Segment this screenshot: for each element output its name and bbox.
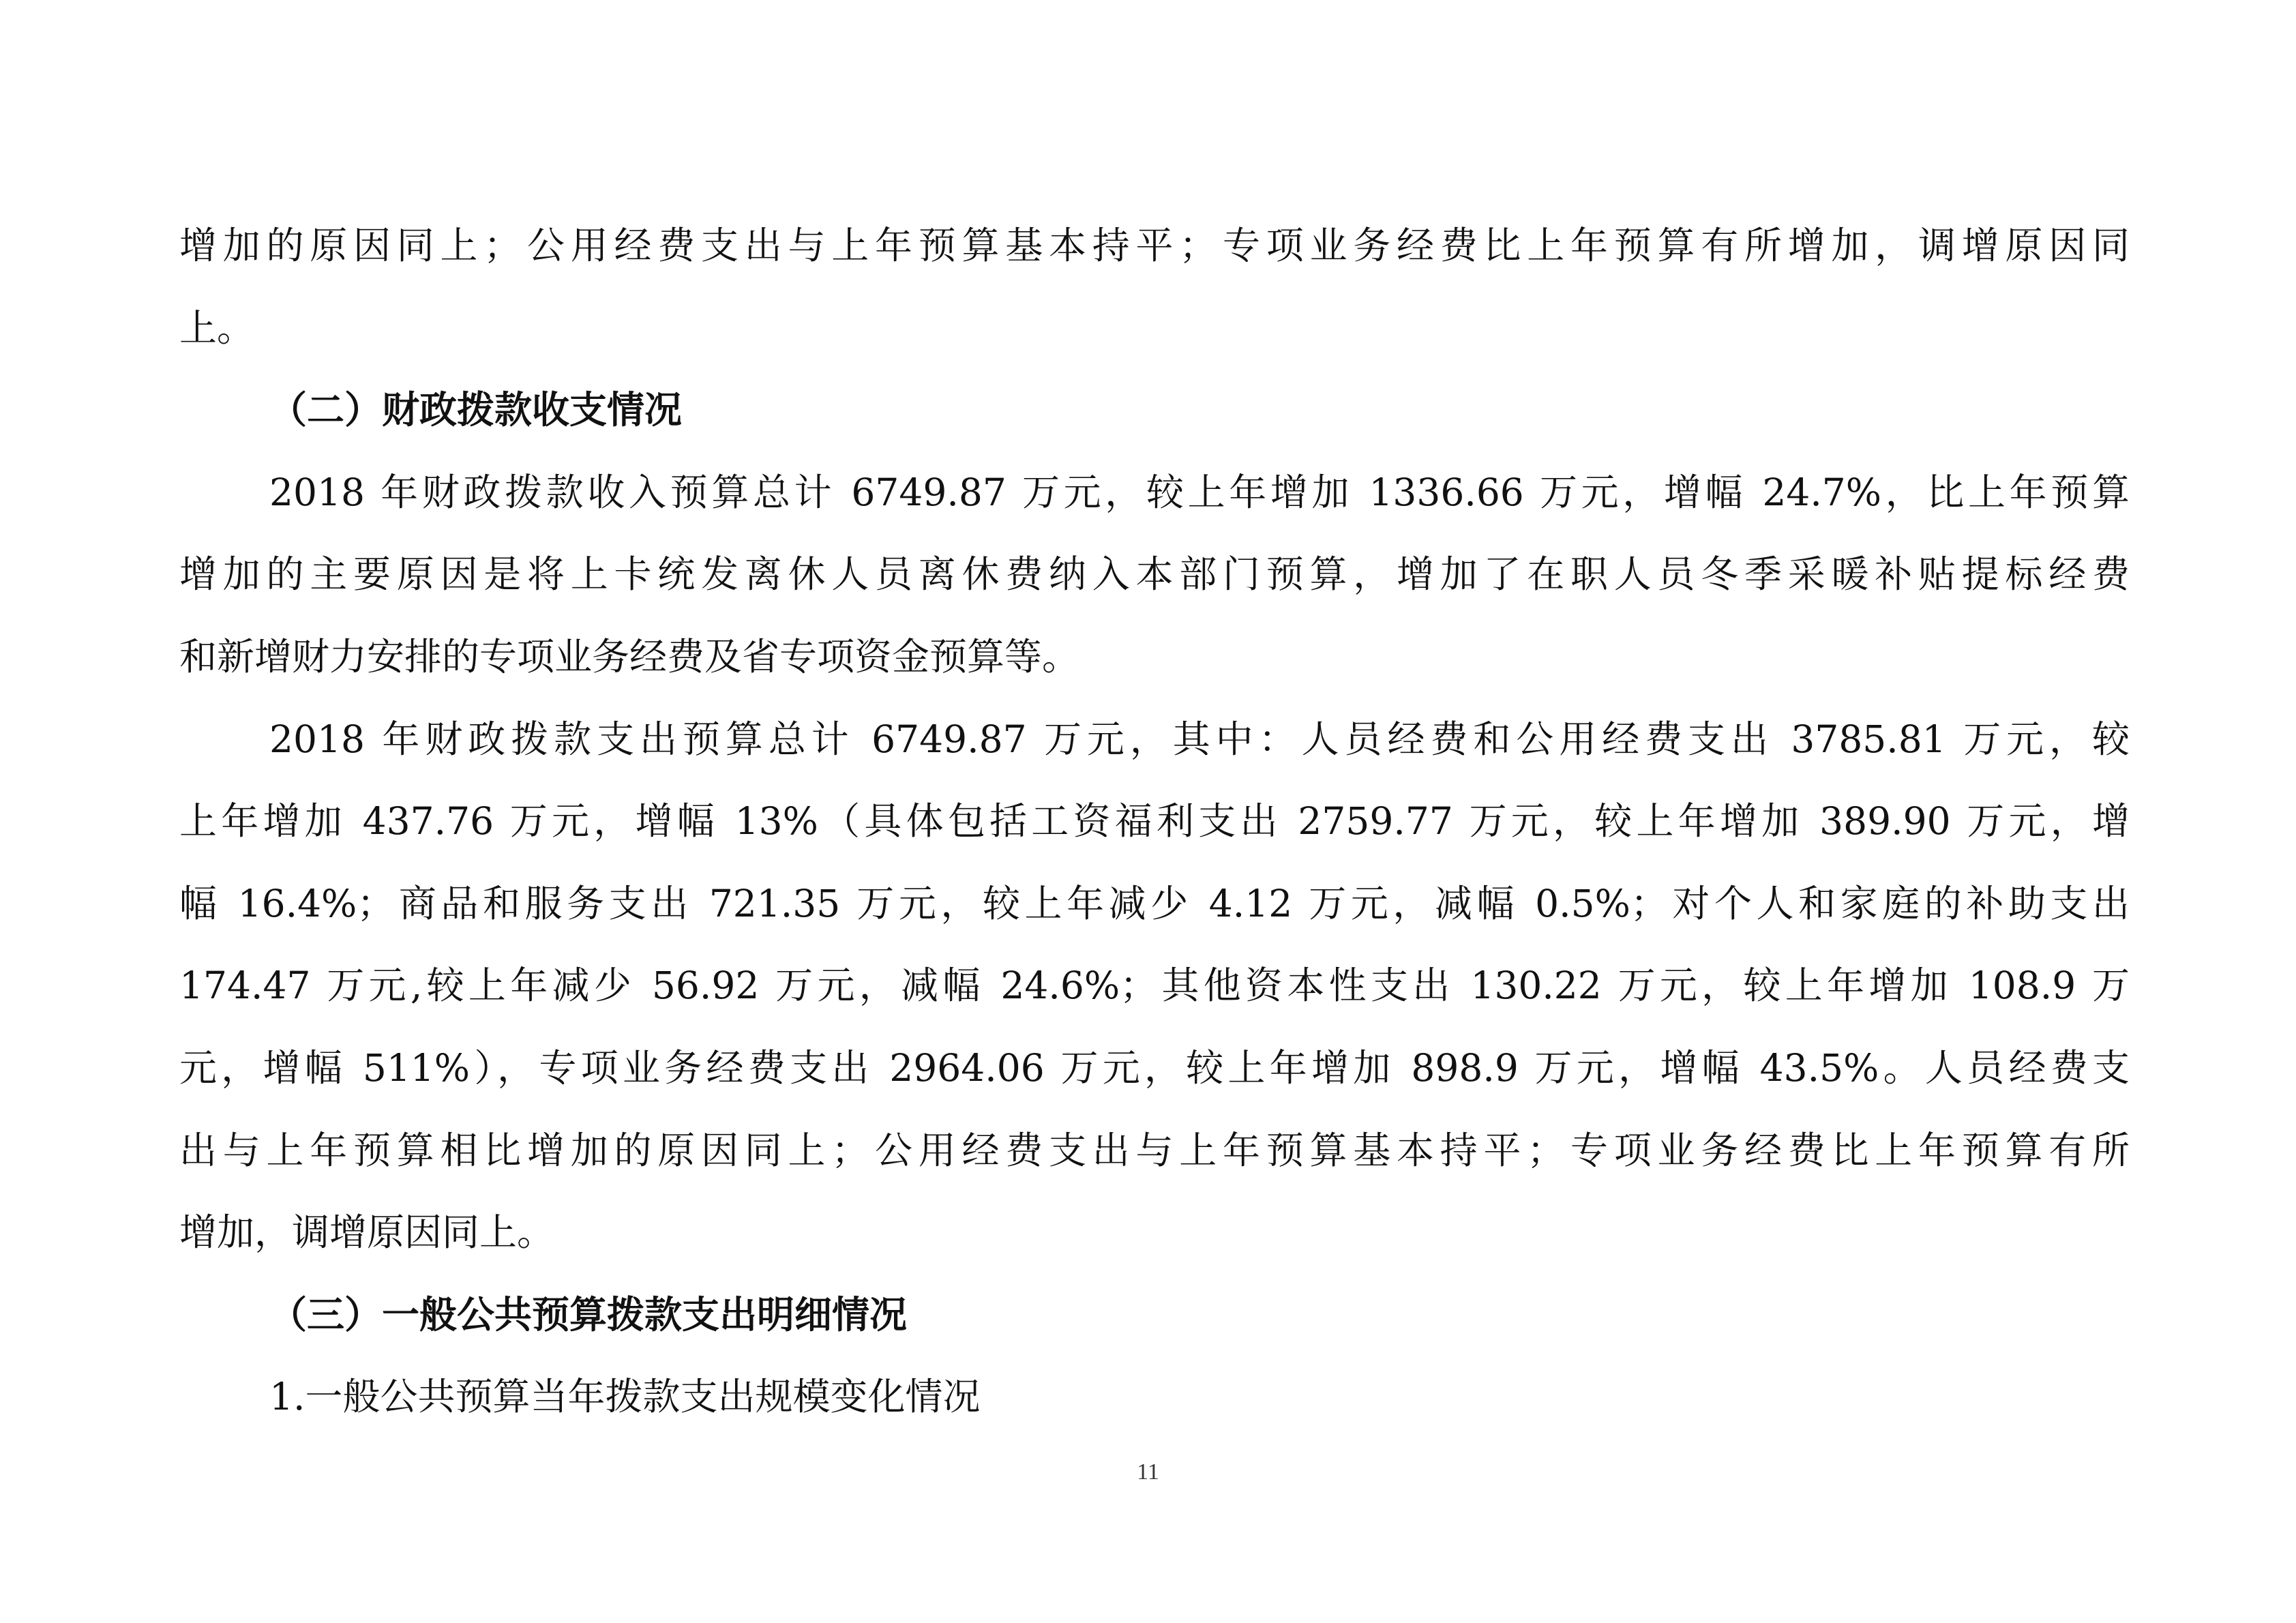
paragraph-line: 2018 年财政拨款收入预算总计 6749.87 万元，较上年增加 1336.66 万元，增幅 24.7%，比上年预算 [269, 470, 2130, 514]
paragraph-line: 元，增幅 511%），专项业务经费支出 2964.06 万元，较上年增加 898.9 万元，增幅 43.5%。人员经费支 [179, 1045, 2130, 1090]
document-body [179, 205, 2130, 1438]
paragraph-line: 2018 年财政拨款支出预算总计 6749.87 万元，其中：人员经费和公用经费支出 3785.81 万元，较 [269, 717, 2130, 761]
paragraph-line: 174.47 万元,较上年减少 56.92 万元，减幅 24.6%；其他资本性支出 130.22 万元，较上年增加 108.9 万 [179, 964, 2130, 1008]
paragraph-line: 上年增加 437.76 万元，增幅 13%（具体包括工资福利支出 2759.77 万元，较上年增加 389.90 万元，增 [179, 799, 2130, 844]
section-heading: （三）一般公共预算拨款支出明细情况 [269, 1292, 908, 1337]
paragraph-line: 和新增财力安排的专项业务经费及省专项资金预算等。 [179, 634, 1080, 679]
paragraph-line: 增加的原因同上；公用经费支出与上年预算基本持平；专项业务经费比上年预算有所增加，调增原因同 [179, 224, 2130, 267]
subsection-heading: 1.一般公共预算当年拨款支出规模变化情况 [269, 1375, 981, 1419]
paragraph-line: 上。 [179, 306, 255, 350]
section-heading: （二）财政拨款收支情况 [269, 388, 683, 432]
paragraph-line: 增加的主要原因是将上卡统发离休人员离休费纳入本部门预算，增加了在职人员冬季采暖补贴提标经费 [179, 552, 2130, 597]
paragraph-line: 幅 16.4%；商品和服务支出 721.35 万元，较上年减少 4.12 万元，减幅 0.5%；对个人和家庭的补助支出 [179, 881, 2130, 925]
paragraph-line: 增加，调增原因同上。 [179, 1210, 555, 1255]
paragraph-line: 出与上年预算相比增加的原因同上；公用经费支出与上年预算基本持平；专项业务经费比上年预算有所 [179, 1128, 2130, 1172]
page-number: 11 [1137, 1459, 1159, 1485]
